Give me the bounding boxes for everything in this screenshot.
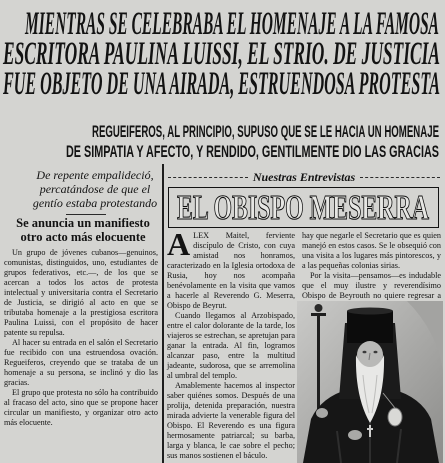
column-divider	[162, 164, 164, 463]
section-label	[168, 170, 440, 184]
deck-line: De repente empalideció,	[36, 168, 154, 182]
interview-column-2	[302, 231, 441, 299]
bishop-eye-left	[363, 351, 367, 354]
crozier-crossbar	[311, 313, 326, 316]
interview-paragraph: Por la visita—pensamos—es indudable que el muy ilustre y reverendísimo Obispo de Beyrouth no quiere regresar a	[302, 271, 441, 300]
dash-rule-left	[168, 177, 248, 178]
interview-paragraph: hay que negarle el Secretario que es quien manejó en estos casos. Se le obsequió con una visita a los lugares más pintorescos, y a las pequeñas colonias sirias.	[302, 231, 441, 270]
deck-line: gentío estaba protestando	[32, 196, 158, 210]
story-deck-1	[28, 168, 162, 210]
interview-paragraph: Cuando llegamos al Arzobispado, entre el calor dolorante de la tarde, los viajeros se estrechan, se apretujan para ganar la entrada. Al fin, logramos alcanzar paso, entre la multitud jadeante, sudorosa, que se arremolina al umbral del templo.	[167, 311, 295, 380]
bishop-hat	[347, 311, 393, 343]
story-paragraph: El grupo que protesta no sólo ha contribuido al fracaso del acto, sino que se propone hacer circular un manifiesto, y organizar otro acto más elocuente.	[4, 388, 158, 427]
headline-line-1: MIENTRAS SE CELEBRABA EL HOMENAJE A LA FAMOSA	[24, 6, 440, 42]
pectoral-medallion	[388, 408, 402, 426]
dash-rule-right	[360, 177, 440, 178]
crozier-knob	[315, 304, 323, 312]
bishop-hat-top	[347, 308, 393, 315]
bishop-photo	[297, 301, 443, 463]
story-body	[4, 248, 158, 463]
interview-title	[169, 188, 437, 226]
bishop-hand-staff	[316, 408, 328, 418]
deck-divider	[66, 214, 106, 215]
subheadline-line-1: REGUEIFEROS, AL PRINCIPIO, SUPUSO QUE SE LE HACIA UN HOMENAJE	[92, 122, 439, 141]
section-label-text: Nuestras Entrevistas	[252, 169, 356, 184]
interview-title-text: EL OBISPO MESERRA	[177, 188, 430, 227]
deck-line: Se anuncia un manifiesto	[16, 216, 150, 230]
bishop-eye-right	[374, 351, 378, 354]
story-paragraph: Al hacer su entrada en el salón el Secretario fue recibido con una estruendosa ovación. Regueiferos, creyendo que se trataba de un homenaje a su persona, se inclinó y dio las gracias.	[4, 338, 158, 387]
story-deck-2	[8, 216, 158, 244]
headline-line-2: ESCRITORA PAULINA LUISSI, EL STRIO. DE JUSTICIA	[2, 36, 441, 72]
interview-paragraph: Amablemente hacemos al inspector saber quiénes somos. Después de una prolija, detenida preparación, nuestra mirada advierte la venerable figura del Obispo. El Reverendo es una figura hermosamente patriarcal; su barba, larga y blanca, le cae sobre el pecho; sus manos sostienen el báculo.	[167, 381, 295, 460]
bishop-hand-chest	[348, 430, 362, 440]
interview-paragraph: LEX Maitel, ferviente discípulo de Cristo, con cuya amistad nos honramos, caracterizado en la Iglesia ortodoxa de Rusia, hoy nos acompaña benévolamente en la visita que vamos a hacerle al Reverendo G. Meserra, Obispo de Beyrut.	[167, 231, 295, 310]
deck-line: otro acto más elocuente	[20, 230, 146, 244]
headline-line-3: FUE OBJETO DE UNA AIRADA, ESTRUENDOSA PROTESTA	[2, 66, 441, 102]
interview-column-1	[167, 226, 295, 463]
deck-line: percatándose de que el	[39, 182, 151, 196]
headline-block	[0, 0, 445, 162]
subheadline-line-2: DE SIMPATIA Y AFECTO, Y RENDIDO, GENTILMENTE DIO LAS GRACIAS	[66, 142, 439, 161]
interview-title-box	[168, 187, 439, 228]
story-paragraph: Un grupo de jóvenes cubanos—genuinos, comunistas, distinguidos, uno, estudiantes de grupos federativos, etc.—, de los que se acercan a todos los actos de protesta intelectual y universitaria contra el Secretario de Justicia, se dirigió al acto en que se tributaba homenaje a la prestigiosa escritora Paulina Luissi, con el propósito de hacer patente su repulsa.	[4, 248, 158, 337]
drop-cap: A	[167, 226, 191, 262]
